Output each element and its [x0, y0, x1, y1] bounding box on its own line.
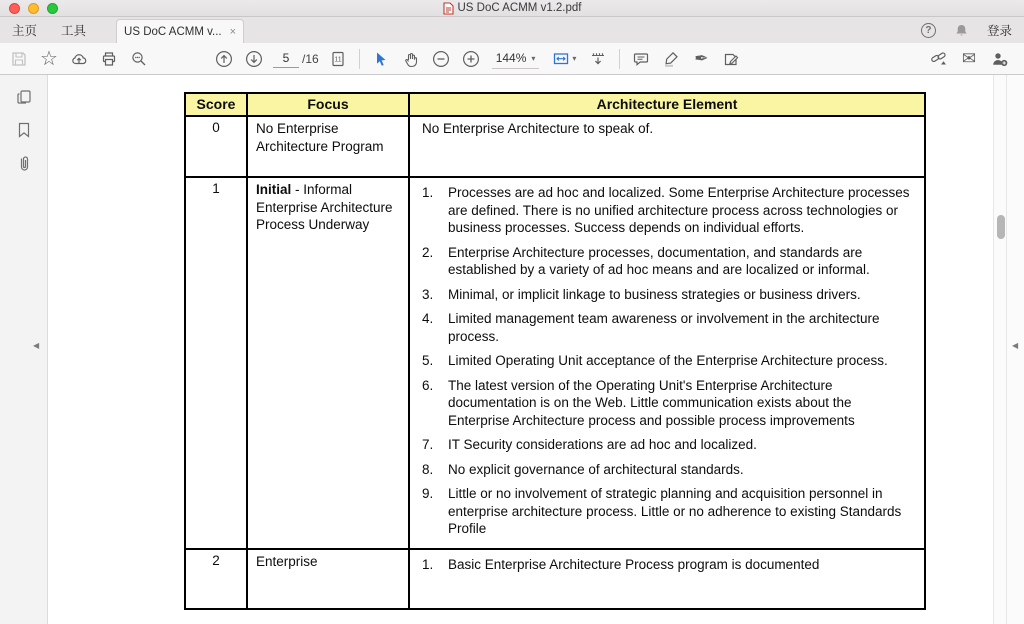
toolbar-right-group [924, 46, 1014, 72]
window-title: US DoC ACMM v1.2.pdf [457, 2, 582, 14]
tab-bar [0, 17, 1024, 43]
comment-bubble-icon [632, 50, 650, 68]
header-score: Score [185, 93, 247, 116]
acmm-table [184, 92, 926, 610]
fit-width-button[interactable] [545, 46, 583, 72]
toolbar-separator [619, 49, 620, 69]
toolbar [0, 43, 1024, 75]
tab-home[interactable]: 主页 [12, 24, 38, 38]
star-icon: ☆ [40, 47, 58, 70]
titlebar [0, 0, 1024, 17]
page-thumbnail-number: 11 [334, 56, 342, 63]
window-title-group [0, 2, 1024, 15]
fountain-pen-icon: ✒ [694, 49, 709, 68]
right-panel-rail [1007, 75, 1024, 624]
arrow-up-circle-icon [214, 49, 234, 69]
focus-rest: - Informal Enterprise Architecture Process Underway [256, 182, 393, 232]
fill-sign-button[interactable] [716, 46, 746, 72]
document-page[interactable] [48, 75, 993, 624]
focus-cell: No Enterprise Architecture Program [247, 116, 409, 177]
help-icon[interactable]: ? [921, 23, 936, 38]
chevron-down-icon: ▾ [531, 53, 536, 63]
element-cell: No Enterprise Architecture to speak of. [409, 116, 925, 177]
search-icon [130, 50, 148, 68]
viewer-body [0, 75, 1024, 624]
chevron-down-icon: ▾ [572, 54, 577, 63]
minus-circle-icon [431, 49, 451, 69]
toolbar-separator [359, 49, 360, 69]
focus-cell [247, 177, 409, 549]
list-item: 6. The latest version of the Operating Unit's Enterprise Architecture documentation is on the Web. Little communication exists about the Enterprise Architecture process and possible process improvements [422, 377, 855, 428]
table-row [185, 177, 925, 549]
next-page-button[interactable] [239, 46, 269, 72]
table-header-row [185, 93, 925, 116]
search-button[interactable] [124, 46, 154, 72]
attachments-paperclip-icon[interactable] [16, 154, 32, 173]
element-cell [409, 177, 925, 549]
left-panel-rail [0, 75, 48, 624]
person-add-icon [990, 50, 1009, 68]
table-row [185, 116, 925, 177]
printer-icon [100, 50, 118, 68]
list-item: 9. Little or no involvement of strategic planning and acquisition personnel in enterprise architecture process. Little or no adherence to existing Standards Profile [422, 486, 902, 536]
focus-cell: Enterprise [247, 549, 409, 609]
star-rate-button[interactable] [34, 46, 64, 72]
tab-document[interactable] [116, 19, 244, 43]
page-navigation [273, 50, 319, 68]
tab-document-label: US DoC ACMM v... [124, 25, 222, 38]
list-item: 5. Limited Operating Unit acceptance of the Enterprise Architecture process. [422, 353, 888, 368]
score-cell: 2 [185, 549, 247, 609]
scrollbar-thumb[interactable] [997, 215, 1005, 239]
sign-tool-button[interactable] [686, 46, 716, 72]
save-icon [10, 50, 28, 68]
tab-close-icon[interactable]: × [229, 25, 237, 38]
page-view-button[interactable] [323, 46, 353, 72]
expand-right-panel-icon[interactable]: ◀ [1012, 341, 1019, 350]
share-link-button[interactable] [924, 46, 954, 72]
score-cell: 0 [185, 116, 247, 177]
score-cell: 1 [185, 177, 247, 549]
previous-page-button[interactable] [209, 46, 239, 72]
bookmarks-icon[interactable] [16, 121, 32, 139]
zoom-in-button[interactable] [456, 46, 486, 72]
tabbar-right-group [921, 17, 1012, 43]
list-item: 7. IT Security considerations are ad hoc and localized. [422, 437, 757, 452]
share-link-icon [929, 50, 949, 68]
plus-circle-icon [461, 49, 481, 69]
pdf-file-icon [443, 2, 454, 15]
page-number-input[interactable] [273, 50, 299, 68]
highlight-tool-button[interactable] [656, 46, 686, 72]
list-item: 1. Basic Enterprise Architecture Process program is documented [422, 556, 820, 572]
list-item: 2. Enterprise Architecture processes, documentation, and standards are established by a variety of ad hoc means and are localized or informal. [422, 244, 870, 277]
element-cell [409, 549, 925, 609]
share-with-people-button[interactable] [984, 46, 1014, 72]
fill-and-sign-icon [722, 50, 740, 68]
zoom-out-button[interactable] [426, 46, 456, 72]
comment-tool-button[interactable] [626, 46, 656, 72]
zoom-level-value: 144% [495, 51, 527, 65]
hand-tool-button[interactable] [396, 46, 426, 72]
focus-bold-term: Initial [256, 182, 292, 197]
vertical-scrollbar[interactable] [993, 75, 1007, 624]
save-button[interactable] [4, 46, 34, 72]
page-thumbnails-icon[interactable] [15, 88, 33, 106]
list-item: 8. No explicit governance of architectural standards. [422, 461, 744, 477]
select-arrow-icon [372, 50, 390, 68]
print-button[interactable] [94, 46, 124, 72]
notifications-bell-icon[interactable] [953, 22, 970, 39]
arrow-down-circle-icon [244, 49, 264, 69]
share-upload-button[interactable] [64, 46, 94, 72]
sign-in-button[interactable]: 登录 [986, 24, 1012, 38]
highlighter-icon [662, 50, 680, 68]
page-total-label: /16 [302, 51, 319, 66]
scroll-mode-button[interactable] [583, 46, 613, 72]
header-focus: Focus [247, 93, 409, 116]
table-row [185, 549, 925, 609]
header-architecture-element: Architecture Element [409, 93, 925, 116]
collapse-left-panel-icon[interactable]: ◀ [33, 341, 40, 350]
envelope-icon: ✉ [961, 49, 977, 68]
list-item: 3. Minimal, or implicit linkage to business strategies or business drivers. [422, 286, 861, 302]
select-tool-button[interactable] [366, 46, 396, 72]
page-thumbnail-icon [329, 50, 347, 68]
cloud-upload-icon [70, 50, 88, 68]
hand-icon [402, 50, 420, 68]
zoom-level-dropdown[interactable] [492, 49, 540, 69]
tab-tools[interactable]: 工具 [61, 24, 87, 38]
list-item: 4. Limited management team awareness or involvement in the architecture process. [422, 311, 880, 344]
continuous-scroll-icon [588, 50, 608, 68]
email-button[interactable] [954, 46, 984, 72]
list-item: 1. Processes are ad hoc and localized. Some Enterprise Architecture processes are defined. There is no unified architecture process across technologies or business processes. Success depends on individual efforts. [422, 185, 910, 235]
fit-width-icon [552, 50, 572, 68]
